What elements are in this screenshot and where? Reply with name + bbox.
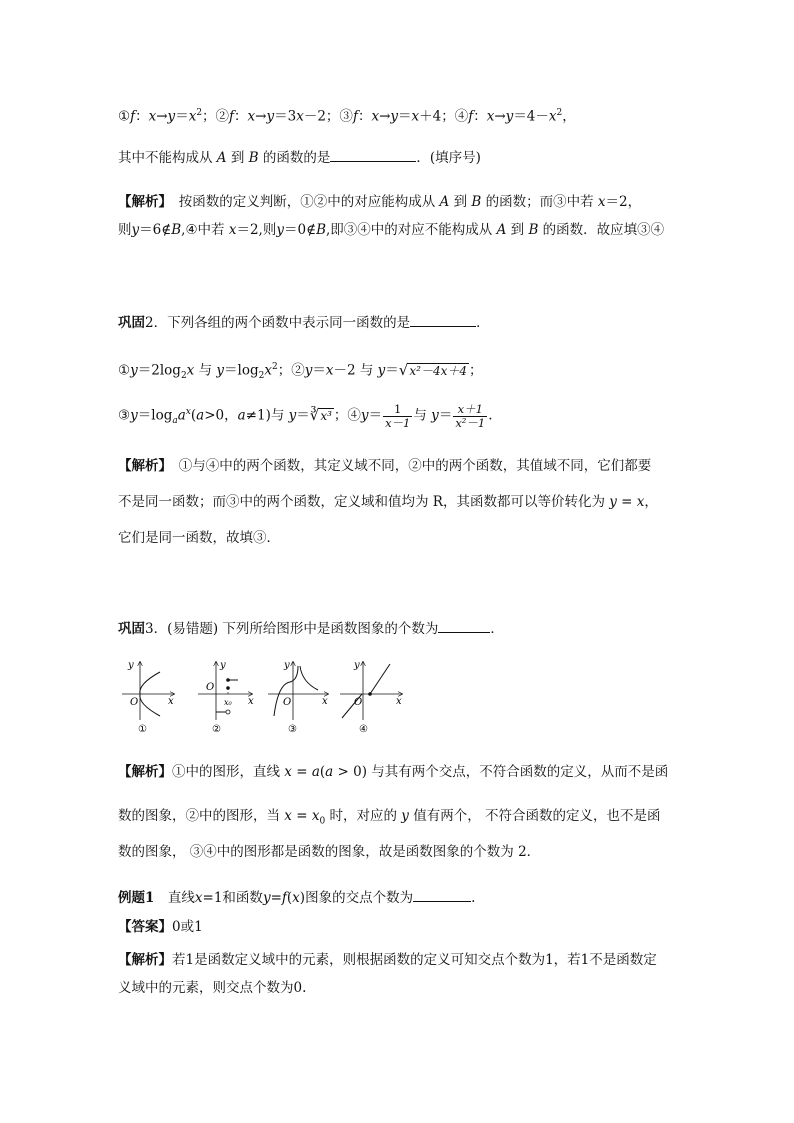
answer-blank[interactable] xyxy=(330,147,416,162)
analysis-2-line-1: 【解析】 ①与④中的两个函数，其定义域不同，②中的两个函数，其值域不同，它们都要 xyxy=(118,458,652,474)
analysis-tag: 【解析】 xyxy=(118,764,172,780)
example-1-answer: 【答案】0或1 xyxy=(118,919,203,935)
graphs-svg xyxy=(118,658,418,736)
curve-right xyxy=(300,666,318,690)
q3-title-bold: 巩固 xyxy=(118,621,145,637)
answer-blank[interactable] xyxy=(438,618,490,633)
open-point xyxy=(226,710,230,714)
graph-label: ④ xyxy=(359,724,368,735)
q3-title-end: ． xyxy=(490,621,504,637)
origin-label: O xyxy=(283,697,292,708)
analysis-3-line-1: 【解析】①中的图形，直线 x = a(a > 0) 与其有两个交点，不符合函数的定义，从而不是函 xyxy=(118,764,669,780)
origin-label: O xyxy=(206,682,215,693)
analysis-tag: 【解析】 xyxy=(118,194,166,210)
x-label: x xyxy=(248,696,254,707)
answer-tag: 【答案】 xyxy=(118,919,172,935)
origin-label: O xyxy=(354,697,363,708)
x-label: x xyxy=(322,696,328,707)
y-label: y xyxy=(128,660,134,671)
analysis-3-line-3: 数的图象， ③④中的图形都是函数的图象，故是函数图象的个数为 2． xyxy=(118,844,541,860)
x0-label: x₀ xyxy=(224,698,232,707)
graph-label: ① xyxy=(138,724,147,735)
graph-1 xyxy=(122,660,174,735)
x-label: x xyxy=(168,696,174,707)
answer-blank[interactable] xyxy=(413,887,471,902)
q3-title-text: 3．(易错题) 下列所给图形中是函数图象的个数为 xyxy=(145,621,439,637)
analysis-tag: 【解析】 xyxy=(118,952,172,968)
graph-2 xyxy=(198,660,254,735)
analysis-1-line-1: 【解析】 按函数的定义判断，①②中的对应能构成从 A 到 B 的函数；而③中若 x＝2， xyxy=(118,194,642,210)
question-2-title: 巩固2．下列各组的两个函数中表示同一函数的是 ． xyxy=(118,312,490,333)
example-1-analysis-1: 【解析】若1是函数定义域中的元素，则根据函数的定义可知交点个数为1，若1不是函数定 xyxy=(118,952,657,968)
graph-4 xyxy=(340,660,402,735)
analysis-2-line-2: 不是同一函数；而③中的两个函数，定义域和值均为 R，其函数都可以等价转化为 y = x， xyxy=(118,494,658,510)
example-1-analysis-2: 义域中的元素，则交点个数为0. xyxy=(118,980,307,996)
question-2-options-1: $①y=2\log_2x$ 与 $y=\log_2x^2$；②y＝x－2 与 y＝√x²－4x＋4 ； xyxy=(118,360,483,382)
origin-label: O xyxy=(130,697,139,708)
analysis-2-line-3: 它们是同一函数，故填③． xyxy=(118,530,280,546)
question-1-prompt: 其中不能构成从 A 到 B 的函数的是 ．(填序号) xyxy=(118,147,481,168)
graph-label: ② xyxy=(212,724,221,735)
graph-label: ③ xyxy=(288,724,297,735)
y-label: y xyxy=(354,660,360,671)
function-graphs xyxy=(118,658,418,736)
closed-point xyxy=(226,678,230,682)
x-label: x xyxy=(396,696,402,707)
question-2-options-2: $③y=\log_aa^x(a>0$，a≠1)与 y＝∛x³ ；④y＝ $\frac{1}{x-1}$ 与 y＝ $\frac{x+1}{\text{x²－1}}$ . xyxy=(118,401,493,430)
example-1-title: 例题1 直线x=1和函数y=f(x)图象的交点个数为 . xyxy=(118,887,475,908)
y-label: y xyxy=(284,660,290,671)
curve-left xyxy=(274,666,298,716)
answer-blank[interactable] xyxy=(410,312,476,327)
analysis-3-line-2: 数的图象，②中的图形，当 $x = x_0$ 时，对应的 y 值有两个， 不符合函数的定义，也不是函 xyxy=(118,808,661,827)
question-3-title xyxy=(118,618,504,639)
analysis-1-line-2: 则y＝6∉B,④中若 x＝2,则y＝0∉B,即③④中的对应不能构成从 A 到 B 的函数．故应填③④ xyxy=(118,222,665,238)
analysis-tag: 【解析】 xyxy=(118,458,166,474)
closed-point xyxy=(368,692,372,696)
y-label: y xyxy=(220,660,226,671)
graph-3 xyxy=(268,660,328,735)
mapping-list: ①f：$x\to y=x^2$；②f：x→y＝3x－2；③f：x→y＝x＋4；④f：$x\to y=4-x^2$， xyxy=(118,108,576,125)
